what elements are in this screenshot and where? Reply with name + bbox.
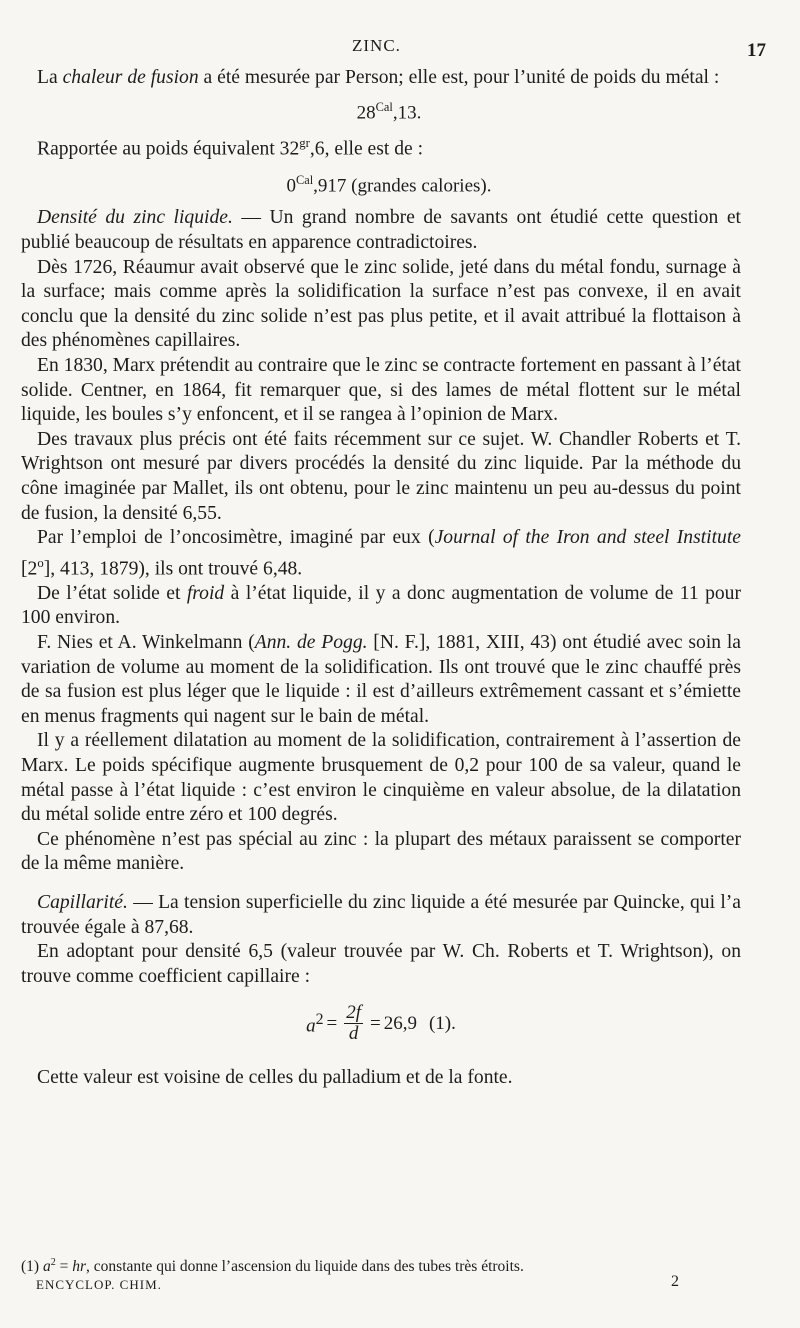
paragraph-heat-of-fusion [21,66,741,91]
text-run: 28 [356,101,376,123]
text-run: ], 413, 1879), ils ont trouvé 6,48. [43,558,303,580]
page-number: 17 [747,40,766,61]
text-run: ,6, elle est de : [309,138,424,160]
text-run: Ann. de Pogg. [254,632,368,653]
page-footer [36,1273,680,1297]
text-run: Ce phénomène n’est pas spécial au zinc : la plupart des métaux paraissent se comporter de la même manière. [21,828,741,875]
text-run: a été mesurée par Person; elle est, pour l’unité de poids du métal : [198,67,720,88]
text-run: De l’état solide et [37,582,187,604]
footer-source: ENCYCLOP. CHIM. [36,1277,162,1292]
text-run: gr [299,135,310,150]
signature-mark: 2 [671,1273,680,1290]
text-run: (1) [21,1258,43,1276]
fraction-denominator: d [348,1023,359,1045]
text-run: froid [186,582,225,604]
text-run: Rapportée au poids équivalent 32 [37,138,300,160]
text-run: = [55,1258,73,1276]
paragraph-marx [21,354,741,428]
text-run: hr [72,1258,87,1276]
formula-calories [21,168,741,198]
paragraph-reaumur [21,256,741,354]
fraction-numerator: 2f [346,1002,362,1024]
text-run: [2 [21,558,38,580]
paragraph-equivalent-weight [21,131,741,162]
text-run: La [37,67,63,88]
footnote-ref: (1). [428,1012,456,1034]
paragraph-volume-increase [21,582,741,631]
text-run: chaleur de fusion [62,67,199,88]
footnote [21,1253,741,1277]
text-run: En adoptant pour densité 6,5 (valeur trouvée par W. Ch. Roberts et T. Wrightson), on trouve comme coefficient capillaire : [21,941,741,987]
text-run: Des travaux plus précis ont été faits récemment sur ce sujet. W. Chandler Roberts et T. Wrightson ont mesuré par divers procédés la densité du zinc liquide. Par la méthode du cône imaginée par Mallet, ils ont obtenu, pour le zinc maintenu un peu au-dessus du point de fusion, la densité 6,55. [21,428,741,524]
equation-equals-1: = [326,1012,338,1034]
paragraph-liquid-density [21,206,741,255]
text-run: Densité du zinc liquide. [37,207,233,229]
text-run: Dès 1726, Réaumur avait observé que le zinc solide, jeté dans du métal fondu, surnage à la surface; mais comme après la solidification la surface n’est pas convexe, il en avait conclu que la densité du zinc solide n’est pas plus petite, et il avait attribué la flottaison à des phénomènes capillaires. [21,256,741,352]
text-run: Cal [296,173,314,188]
text-run: ,917 (grandes calories). [313,175,492,197]
text-run: — Un grand nombre de savants ont étudié cette question et publié beaucoup de résultats en apparence contradictoires. [21,207,741,253]
page-body [21,66,741,1091]
paragraph-nies-winkelmann [21,631,741,729]
text-run: o [37,555,44,570]
text-run: [N. F.], 1881, XIII, 43) ont étudié avec soin la variation de volume au moment de la solidification. Ils ont trouvé que le zinc chauffé près de sa fusion est plus léger que le liquide : il est d’ailleurs extrêmement cassant et s’émiette en menus fragments qui nagent sur le bain de métal. [21,632,741,727]
text-run: F. Nies et A. Winkelmann ( [37,632,255,653]
text-run: Il y a réellement dilatation au moment de la solidification, contrairement à l’assertion de Marx. Le poids spécifique augmente brusquement de 0,2 pour 100 de sa valeur, quand le métal passe à l’état liquide : c’est environ le cinquième en valeur absolue, de la dilatation du métal solide entre zéro et 100 degrés. [21,730,741,826]
text-run: Cal [375,99,393,114]
running-title: ZINC. [352,36,401,55]
equation-lhs: $a^2$ [306,1010,324,1036]
paragraph-oncosimetre [21,526,741,582]
text-run: 2 [50,1257,56,1268]
equation-value: 26,9 [383,1012,417,1034]
text-run: ,13. [392,101,422,123]
text-run: Par l’emploi de l’oncosimètre, imaginé par eux ( [37,527,435,549]
formula-heat-value [21,95,741,125]
text-run: 0 [286,175,296,197]
text-run: — La tension superficielle du zinc liquide a été mesurée par Quincke, qui l’a trouvée égale à 87,68. [21,891,741,938]
page-header [0,36,800,62]
text-run: a [42,1258,51,1276]
paragraph-dilatation [21,729,741,827]
paragraph-capillarity [21,891,741,940]
paragraph-other-metals [21,828,741,877]
text-run: à l’état liquide, il y a donc augmentation de volume de 11 pour 100 environ. [21,582,741,629]
text-run: En 1830, Marx prétendit au contraire que le zinc se contracte fortement en passant à l’état solide. Centner, en 1864, fit remarquer que, si des lames de métal flottent sur le métal liquide, les boules s’y enfoncent, et il se rangea à l’opinion de Marx. [21,354,741,426]
paragraph-roberts-wrightson [21,428,741,526]
text-run: Journal of the Iron and steel Institute [434,527,741,549]
paragraph-capillary-coefficient [21,940,741,989]
equation-fraction [344,1003,363,1044]
capillary-equation [21,1003,741,1044]
paragraph-palladium [21,1066,741,1091]
text-run: Cette valeur est voisine de celles du palladium et de la fonte. [37,1067,513,1089]
text-run: Capillarité. [37,891,128,913]
equation-equals-2: = [370,1012,381,1034]
text-run: , constante qui donne l’ascension du liquide dans des tubes très étroits. [86,1258,524,1276]
